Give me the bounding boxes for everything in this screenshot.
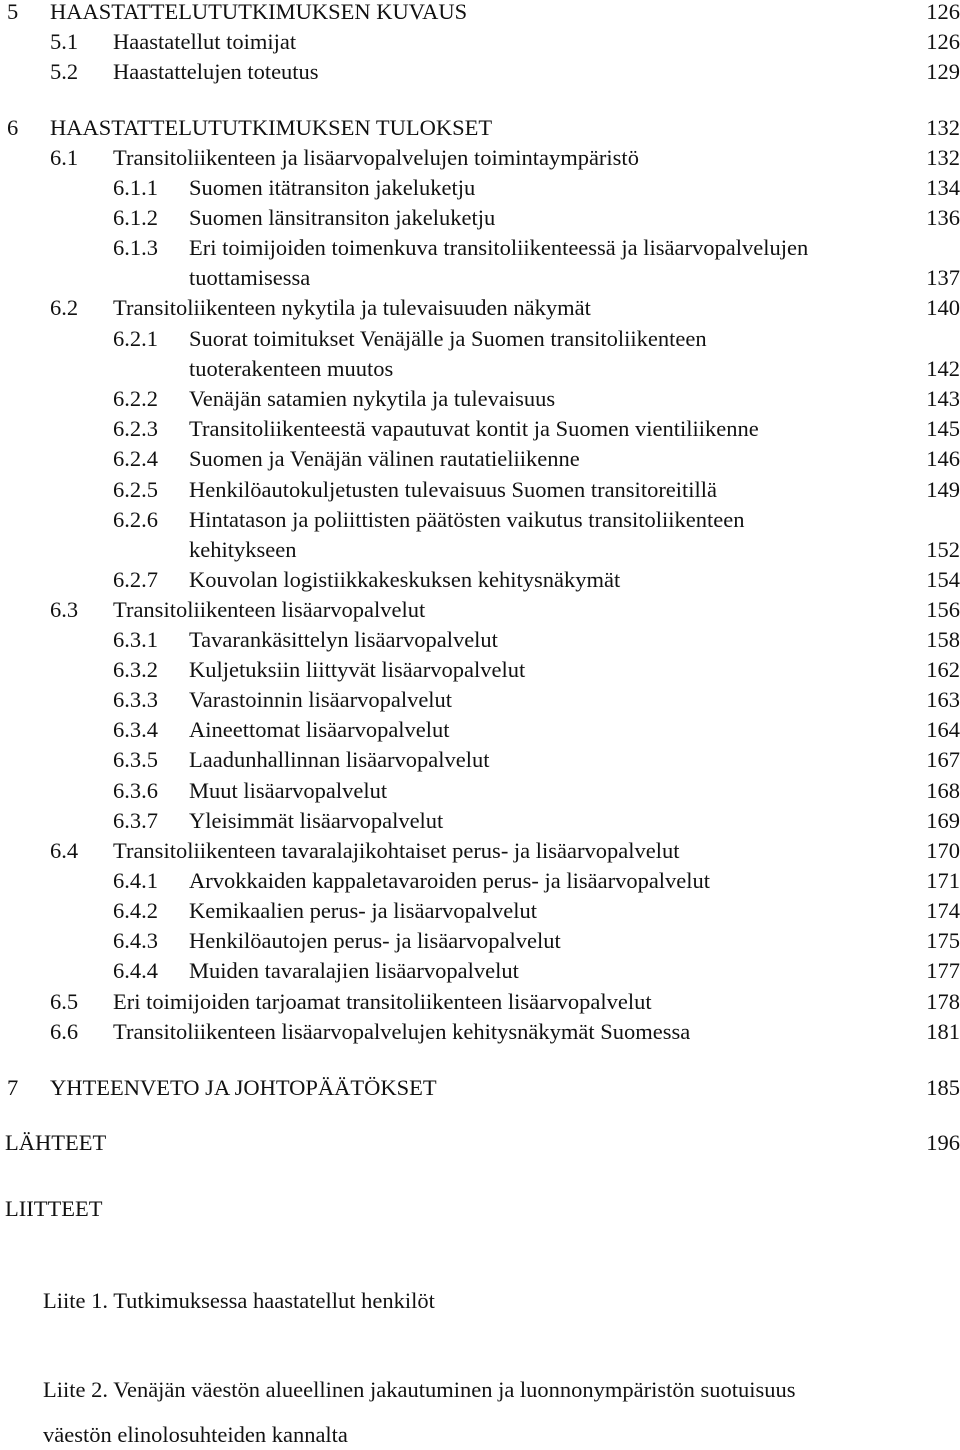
- toc-entry-6-3-4[interactable]: [0, 715, 960, 745]
- toc-number: 6.3.4: [113, 717, 158, 742]
- toc-entry-7[interactable]: [0, 1073, 960, 1103]
- toc-title: Transitoliikenteen ja lisäarvopalvelujen toimintaympäristö: [113, 145, 639, 170]
- toc-page-number: 143: [926, 386, 960, 411]
- toc-number: 6.1.1: [113, 175, 158, 200]
- toc-page-number: 134: [926, 175, 960, 200]
- toc-title: Transitoliikenteestä vapautuvat kontit ja Suomen vientiliikenne: [189, 416, 759, 441]
- toc-entry-6-1[interactable]: [0, 143, 960, 173]
- toc-title: HAASTATTELUTUTKIMUKSEN KUVAUS: [50, 0, 468, 24]
- toc-title: Transitoliikenteen nykytila ja tulevaisuuden näkymät: [113, 295, 591, 320]
- toc-number: 5.2: [50, 59, 79, 84]
- toc-number: 6.2.2: [113, 386, 158, 411]
- toc-page-number: 137: [926, 265, 960, 290]
- toc-entry-6-5[interactable]: [0, 987, 960, 1017]
- toc-number: 6.2.7: [113, 567, 158, 592]
- toc-page-number: 132: [926, 115, 960, 140]
- toc-title: Suomen itätransiton jakeluketju: [189, 175, 476, 200]
- toc-title: Henkilöautojen perus- ja lisäarvopalvelut: [189, 928, 561, 953]
- toc-title: Eri toimijoiden tarjoamat transitoliikenteen lisäarvopalvelut: [113, 989, 652, 1014]
- toc-title: Transitoliikenteen lisäarvopalvelujen kehitysnäkymät Suomessa: [113, 1019, 691, 1044]
- toc-entry-6-4-4[interactable]: [0, 956, 960, 986]
- toc-entry-6-2-4[interactable]: [0, 444, 960, 474]
- toc-entry-6-4-1[interactable]: [0, 866, 960, 896]
- toc-entry-appendix-1[interactable]: [0, 1286, 960, 1316]
- toc-number: 6.3.1: [113, 627, 158, 652]
- toc-entry-6-1-1[interactable]: [0, 173, 960, 203]
- toc-page-number: 158: [926, 627, 960, 652]
- toc-page-number: 132: [926, 145, 960, 170]
- toc-entry-6-4[interactable]: [0, 836, 960, 866]
- toc-number: 6.2.5: [113, 477, 158, 502]
- toc-page-number: 126: [926, 29, 960, 54]
- toc-entry-6-3[interactable]: [0, 595, 960, 625]
- toc-number: 6.4.1: [113, 868, 158, 893]
- toc-title: Eri toimijoiden toimenkuva transitoliikenteessä ja lisäarvopalvelujen: [189, 235, 809, 260]
- toc-number: 6.3.3: [113, 687, 158, 712]
- toc-title: Aineettomat lisäarvopalvelut: [189, 717, 450, 742]
- toc-page-number: 196: [926, 1130, 960, 1155]
- toc-entry-6-1-2[interactable]: [0, 203, 960, 233]
- toc-entry-6-2-5[interactable]: [0, 475, 960, 505]
- toc-entry-references[interactable]: [0, 1128, 960, 1158]
- toc-title: HAASTATTELUTUTKIMUKSEN TULOKSET: [50, 115, 493, 140]
- toc-title: Haastatellut toimijat: [113, 29, 297, 54]
- toc-title: Tavarankäsittelyn lisäarvopalvelut: [189, 627, 498, 652]
- toc-page-number: 152: [926, 537, 960, 562]
- toc-page-number: 185: [926, 1075, 960, 1100]
- toc-entry-6-2-2[interactable]: [0, 384, 960, 414]
- toc-number: 6.3: [50, 597, 79, 622]
- toc-title: Laadunhallinnan lisäarvopalvelut: [189, 747, 490, 772]
- toc-entry-6-1-3[interactable]: [0, 233, 960, 263]
- toc-entry-5-2[interactable]: [0, 57, 960, 87]
- toc-entry-6-3-3[interactable]: [0, 685, 960, 715]
- toc-number: 6.1.3: [113, 235, 158, 260]
- toc-title: Transitoliikenteen lisäarvopalvelut: [113, 597, 426, 622]
- toc-title: Haastattelujen toteutus: [113, 59, 319, 84]
- toc-title: Venäjän satamien nykytila ja tulevaisuus: [189, 386, 556, 411]
- toc-page-number: 174: [926, 898, 960, 923]
- toc-title: Kouvolan logistiikkakeskuksen kehitysnäkymät: [189, 567, 621, 592]
- toc-number: 6.3.7: [113, 808, 158, 833]
- toc-number: 6.5: [50, 989, 79, 1014]
- toc-title: Suomen ja Venäjän välinen rautatieliikenne: [189, 446, 580, 471]
- toc-entry-6-2-3[interactable]: [0, 414, 960, 444]
- toc-title-continuation: tuottamisessa: [189, 265, 311, 290]
- toc-title: Liite 2. Venäjän väestön alueellinen jakautuminen ja luonnonympäristön suotuisuus: [43, 1377, 796, 1402]
- toc-title-continuation: väestön elinolosuhteiden kannalta: [43, 1422, 348, 1447]
- toc-entry-5-1[interactable]: [0, 27, 960, 57]
- toc-entry-6-3-1[interactable]: [0, 625, 960, 655]
- toc-title: LIITTEET: [5, 1196, 103, 1221]
- toc-entry-6-2-7[interactable]: [0, 565, 960, 595]
- toc-page-number: 136: [926, 205, 960, 230]
- toc-entry-6-1-3-continued[interactable]: [0, 263, 960, 293]
- toc-title: YHTEENVETO JA JOHTOPÄÄTÖKSET: [50, 1075, 437, 1100]
- toc-title: Kemikaalien perus- ja lisäarvopalvelut: [189, 898, 537, 923]
- toc-title: Arvokkaiden kappaletavaroiden perus- ja lisäarvopalvelut: [189, 868, 711, 893]
- toc-page-number: 154: [926, 567, 960, 592]
- toc-entry-6-2-6[interactable]: [0, 505, 960, 535]
- toc-page-number: 169: [926, 808, 960, 833]
- toc-entry-appendix-2[interactable]: [0, 1375, 960, 1405]
- toc-page-number: 168: [926, 778, 960, 803]
- toc-number: 6.3.2: [113, 657, 158, 682]
- toc-page-number: 167: [926, 747, 960, 772]
- toc-page-number: 177: [926, 958, 960, 983]
- toc-number: 6.2.1: [113, 326, 158, 351]
- toc-entry-6[interactable]: [0, 113, 960, 143]
- toc-number: 6.4.4: [113, 958, 158, 983]
- toc-page-number: 156: [926, 597, 960, 622]
- toc-number: 6.3.6: [113, 778, 158, 803]
- toc-entry-6-2-1-continued[interactable]: [0, 354, 960, 384]
- toc-title: Transitoliikenteen tavaralajikohtaiset perus- ja lisäarvopalvelut: [113, 838, 680, 863]
- toc-entry-6-3-6[interactable]: [0, 776, 960, 806]
- toc-page-number: 170: [926, 838, 960, 863]
- toc-page-number: 162: [926, 657, 960, 682]
- toc-title: Liite 1. Tutkimuksessa haastatellut henkilöt: [43, 1288, 435, 1313]
- toc-title: Varastoinnin lisäarvopalvelut: [189, 687, 453, 712]
- toc-number: 6.2: [50, 295, 79, 320]
- toc-entry-6-2-1[interactable]: [0, 324, 960, 354]
- toc-number: 6.2.4: [113, 446, 158, 471]
- toc-number: 6.4: [50, 838, 79, 863]
- toc-title: LÄHTEET: [5, 1130, 107, 1155]
- toc-title: Suomen länsitransiton jakeluketju: [189, 205, 496, 230]
- toc-number: 6.1.2: [113, 205, 158, 230]
- toc-number: 6.4.2: [113, 898, 158, 923]
- toc-title-continuation: tuoterakenteen muutos: [189, 356, 394, 381]
- toc-entry-5[interactable]: [0, 0, 960, 27]
- toc-page-number: 163: [926, 687, 960, 712]
- toc-number: 6.6: [50, 1019, 79, 1044]
- toc-entry-6-3-2[interactable]: [0, 655, 960, 685]
- toc-number: 7: [7, 1075, 19, 1100]
- toc-title: Muut lisäarvopalvelut: [189, 778, 388, 803]
- toc-number: 5.1: [50, 29, 79, 54]
- toc-entry-appendices: [0, 1194, 960, 1224]
- toc-entry-6-4-3[interactable]: [0, 926, 960, 956]
- toc-title: Suorat toimitukset Venäjälle ja Suomen transitoliikenteen: [189, 326, 707, 351]
- toc-page-number: 145: [926, 416, 960, 441]
- toc-title-continuation: kehitykseen: [189, 537, 297, 562]
- toc-page-number: 146: [926, 446, 960, 471]
- toc-number: 6.2.6: [113, 507, 158, 532]
- toc-page-number: 171: [926, 868, 960, 893]
- toc-entry-6-3-5[interactable]: [0, 745, 960, 775]
- toc-title: Muiden tavaralajien lisäarvopalvelut: [189, 958, 519, 983]
- toc-number: 6: [7, 115, 19, 140]
- toc-page-number: 126: [926, 0, 960, 24]
- toc-page-number: 142: [926, 356, 960, 381]
- toc-number: 6.3.5: [113, 747, 158, 772]
- toc-number: 6.4.3: [113, 928, 158, 953]
- toc-entry-6-2-6-continued[interactable]: [0, 535, 960, 565]
- toc-entry-6-2[interactable]: [0, 293, 960, 323]
- toc-page-number: 129: [926, 59, 960, 84]
- toc-title: Kuljetuksiin liittyvät lisäarvopalvelut: [189, 657, 526, 682]
- toc-number: 6.1: [50, 145, 79, 170]
- toc-page-number: 140: [926, 295, 960, 320]
- toc-title: Hintatason ja poliittisten päätösten vaikutus transitoliikenteen: [189, 507, 745, 532]
- toc-page-number: 178: [926, 989, 960, 1014]
- toc-entry-6-6[interactable]: [0, 1017, 960, 1047]
- toc-page-number: 164: [926, 717, 960, 742]
- toc-entry-6-4-2[interactable]: [0, 896, 960, 926]
- toc-page-number: 175: [926, 928, 960, 953]
- toc-page-number: 149: [926, 477, 960, 502]
- toc-title: Henkilöautokuljetusten tulevaisuus Suomen transitoreitillä: [189, 477, 718, 502]
- toc-entry-6-3-7[interactable]: [0, 806, 960, 836]
- toc-title: Yleisimmät lisäarvopalvelut: [189, 808, 444, 833]
- toc-number: 5: [7, 0, 19, 24]
- toc-page-number: 181: [926, 1019, 960, 1044]
- toc-number: 6.2.3: [113, 416, 158, 441]
